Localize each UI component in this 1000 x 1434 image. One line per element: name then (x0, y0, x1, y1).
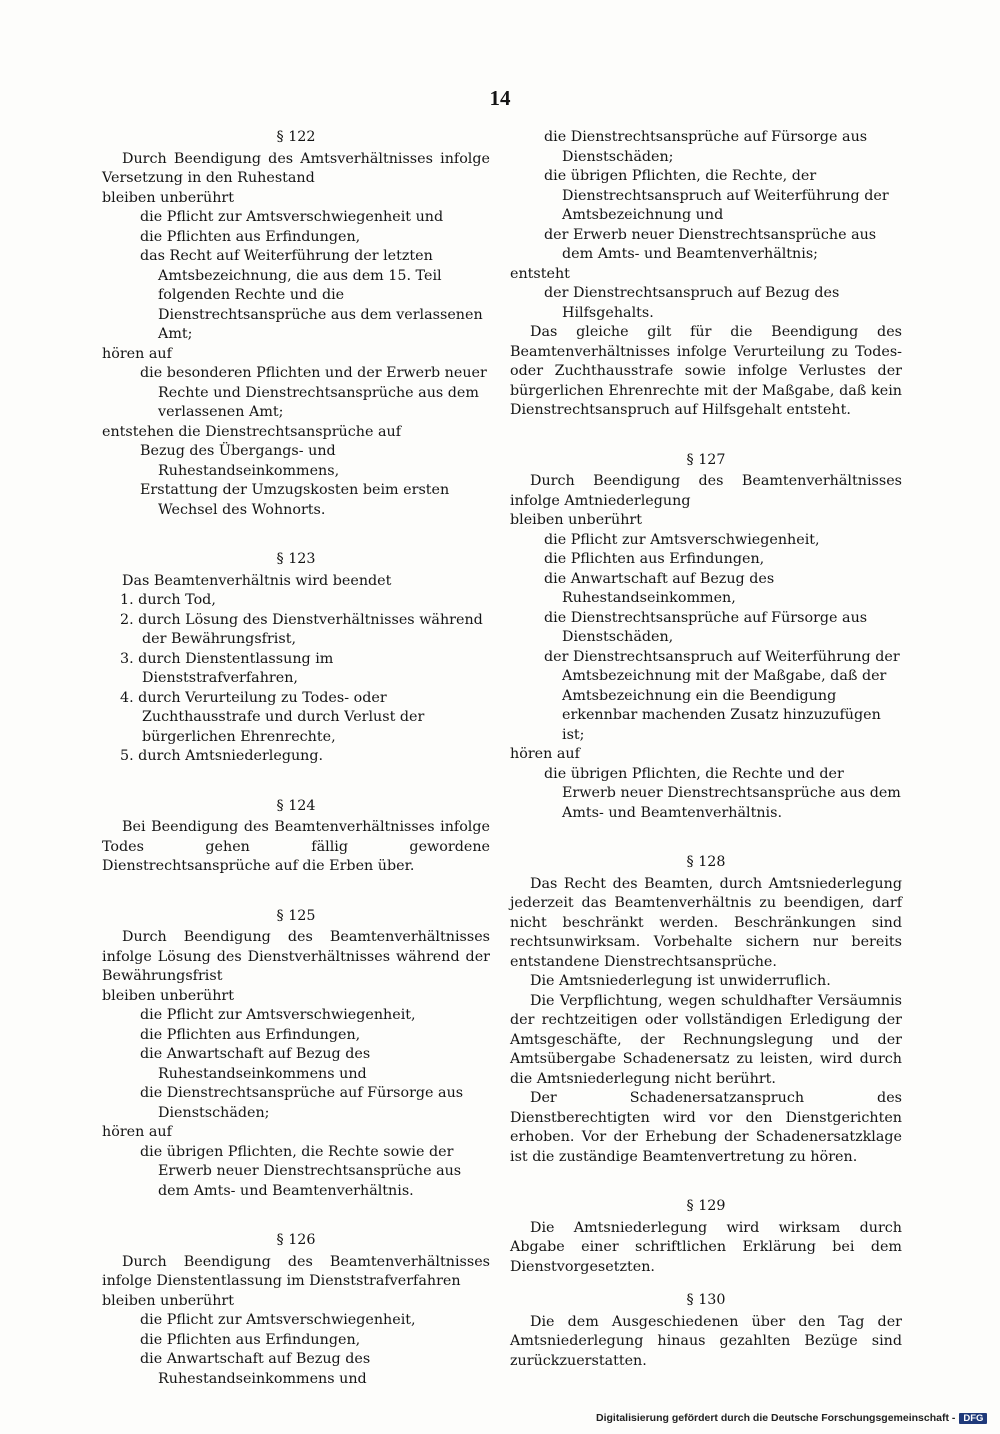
lead-text: entsteht (510, 265, 570, 282)
numbered-item: 3. durch Dienstentlassung im Dienststrafverfahren, (120, 650, 334, 686)
paragraph: Die Amtsniederlegung ist unwiderruflich. (530, 973, 831, 989)
list-item: die Dienstrechtsansprüche auf Fürsorge aus Dienstschäden; (140, 1085, 464, 1121)
list-item: die Dienstrechtsansprüche auf Fürsorge aus Dienstschäden; (544, 129, 868, 165)
lead-text: bleiben unberührt (102, 1292, 234, 1309)
list-item: der Erwerb neuer Dienstrechtsansprüche aus dem Amts- und Beamtenverhältnis; (544, 226, 877, 262)
section-title: § 127 (686, 451, 726, 468)
list-item: der Dienstrechtsanspruch auf Weiterführung der Amtsbezeichnung mit der Maßgabe, daß der Amtsbezeichnung ein die Beendigung erkennbar machenden Zusatz hinzuzufügen ist; (544, 648, 900, 743)
list-item: die Anwartschaft auf Bezug des Ruhestandseinkommens und (140, 1046, 371, 1082)
lead-text: hören auf (510, 746, 580, 762)
list-item: die besonderen Pflichten und der Erwerb neuer Rechte und Dienstrechtsansprüche aus dem verlassenen Amt; (140, 365, 487, 420)
list-item: das Recht auf Weiterführung der letzten Amtsbezeichnung, die aus dem 15. Teil folgenden Rechte und die Dienstrechtsansprüche aus dem verlassenen Amt; (140, 248, 483, 342)
section-title: § 129 (686, 1198, 726, 1214)
lead-text: bleiben unberührt (510, 512, 642, 528)
numbered-item: 4. durch Verurteilung zu Todes- oder Zuchthausstrafe und durch Verlust der bürgerlichen Ehrenrechte, (120, 689, 425, 745)
lead-text: bleiben unberührt (102, 987, 234, 1004)
list-item: Erstattung der Umzugskosten beim ersten Wechsel des Wohnorts. (140, 482, 450, 518)
footer-credit (596, 1412, 987, 1424)
section-title: § 130 (686, 1292, 726, 1308)
paragraph: Die Verpflichtung, wegen schuldhafter Versäumnis der rechtzeitigen oder vollständigen Erledigung der Amtsgeschäfte, der Rechnungslegung und der Amtsübergabe Schadenersatz zu leisten, wird durch die Amtsniederlegung nicht berührt. (510, 992, 902, 1087)
section-title: § 126 (276, 1232, 316, 1248)
list-item: die Pflichten aus Erfindungen, (140, 1026, 361, 1043)
section-127 (510, 451, 902, 824)
section-title: § 123 (276, 551, 316, 567)
section-text: Bei Beendigung des Beamtenverhältnisses infolge Todes gehen fällig gewordene Dienstrechtsansprüche auf die Erben über. (102, 819, 490, 874)
list-item: die Pflichten aus Erfindungen, (140, 1331, 361, 1348)
section-122 (102, 128, 490, 520)
list-item: die übrigen Pflichten, die Rechte, der Dienstrechtsanspruch auf Weiterführung der Amtsbezeichnung und (544, 168, 889, 223)
page-number: 14 (489, 86, 511, 110)
right-column (510, 128, 902, 1371)
section-intro: Durch Beendigung des Amtsverhältnisses infolge Versetzung in den Ruhestand (102, 150, 490, 186)
list-item: die Pflichten aus Erfindungen, (140, 228, 361, 245)
section-intro: Das Beamtenverhältnis wird beendet (122, 572, 392, 589)
section-title: § 128 (686, 854, 726, 870)
list-item: die Dienstrechtsansprüche auf Fürsorge aus Dienstschäden, (544, 609, 868, 645)
section-title: § 124 (276, 797, 316, 814)
section-126-continued (510, 128, 902, 421)
list-item: die übrigen Pflichten, die Rechte sowie der Erwerb neuer Dienstrechtsansprüche aus dem Amts- und Beamtenverhältnis. (140, 1143, 462, 1199)
list-item: die Pflichten aus Erfindungen, (544, 551, 765, 567)
numbered-item: 2. durch Lösung des Dienstverhältnisses während der Bewährungsfrist, (120, 611, 483, 647)
section-126 (102, 1231, 490, 1389)
list-item: die übrigen Pflichten, die Rechte und der Erwerb neuer Dienstrechtsansprüche aus dem Amts- und Beamtenverhältnis. (544, 765, 901, 821)
list-item: Bezug des Übergangs- und Ruhestandseinkommens, (140, 443, 340, 479)
lead-text: bleiben unberührt (102, 189, 234, 206)
paragraph: Das Recht des Beamten, durch Amtsniederlegung jederzeit das Beamtenverhältnis zu beendigen, darf nicht beschränkt werden. Beschränkungen sind rechtsunwirksam. Vorbehalte sichern nur bereits entstandene Dienstrechtsansprüche. (510, 875, 902, 970)
section-text: Die dem Ausgeschiedenen über den Tag der Amtsniederlegung hinaus gezahlten Bezüge sind zurückzuerstatten. (510, 1313, 902, 1369)
numbered-item: 1. durch Tod, (120, 592, 216, 608)
section-125 (102, 907, 490, 1202)
paragraph: Der Schadenersatzanspruch des Dienstberechtigten wird vor den Dienstgerichten erhoben. Vor der Erhebung der Schadenersatzklage ist die zuständige Beamtenvertretung zu hören. (510, 1090, 902, 1165)
section-123 (102, 550, 490, 767)
section-title: § 122 (276, 129, 316, 145)
lead-text: entstehen die Dienstrechtsansprüche auf (102, 423, 401, 440)
lead-text: hören auf (102, 345, 172, 362)
list-item: der Dienstrechtsanspruch auf Bezug des Hilfsgehalts. (544, 285, 840, 321)
list-item: die Pflicht zur Amtsverschwiegenheit, (140, 1312, 416, 1328)
section-intro: Durch Beendigung des Beamtenverhältnisses infolge Lösung des Dienstverhältnisses während der Bewährungsfrist (102, 929, 490, 984)
section-129 (510, 1197, 902, 1277)
footer-text: Digitalisierung gefördert durch die Deutsche Forschungsgemeinschaft - (596, 1412, 956, 1424)
list-item: die Pflicht zur Amtsverschwiegenheit und (140, 209, 444, 225)
dfg-logo-icon: DFG (959, 1413, 987, 1424)
section-intro: Durch Beendigung des Beamtenverhältnisses infolge Dienstentlassung im Dienststrafverfahren (102, 1253, 490, 1289)
numbered-item: 5. durch Amtsniederlegung. (120, 748, 324, 764)
section-130 (510, 1291, 902, 1371)
list-item: die Pflicht zur Amtsverschwiegenheit, (140, 1007, 416, 1023)
section-124 (102, 797, 490, 877)
left-column (102, 128, 490, 1389)
list-item: die Anwartschaft auf Bezug des Ruhestandseinkommen, (544, 570, 775, 606)
lead-text: hören auf (102, 1124, 172, 1140)
section-128 (510, 853, 902, 1167)
section-title: § 125 (276, 907, 316, 924)
list-item: die Pflicht zur Amtsverschwiegenheit, (544, 531, 820, 548)
list-item: die Anwartschaft auf Bezug des Ruhestandseinkommens und (140, 1351, 371, 1387)
section-intro: Durch Beendigung des Beamtenverhältnisses infolge Amtniederlegung (510, 473, 902, 509)
section-closing: Das gleiche gilt für die Beendigung des Beamtenverhältnisses infolge Verurteilung zu Todes- oder Zuchthausstrafe sowie infolge Verlustes der bürgerlichen Ehrenrechte mit der Maßgabe, daß kein Dienstrechtsanspruch auf Hilfsgehalt entsteht. (510, 324, 902, 418)
section-text: Die Amtsniederlegung wird wirksam durch Abgabe einer schriftlichen Erklärung bei dem Dienstvorgesetzten. (510, 1219, 902, 1275)
